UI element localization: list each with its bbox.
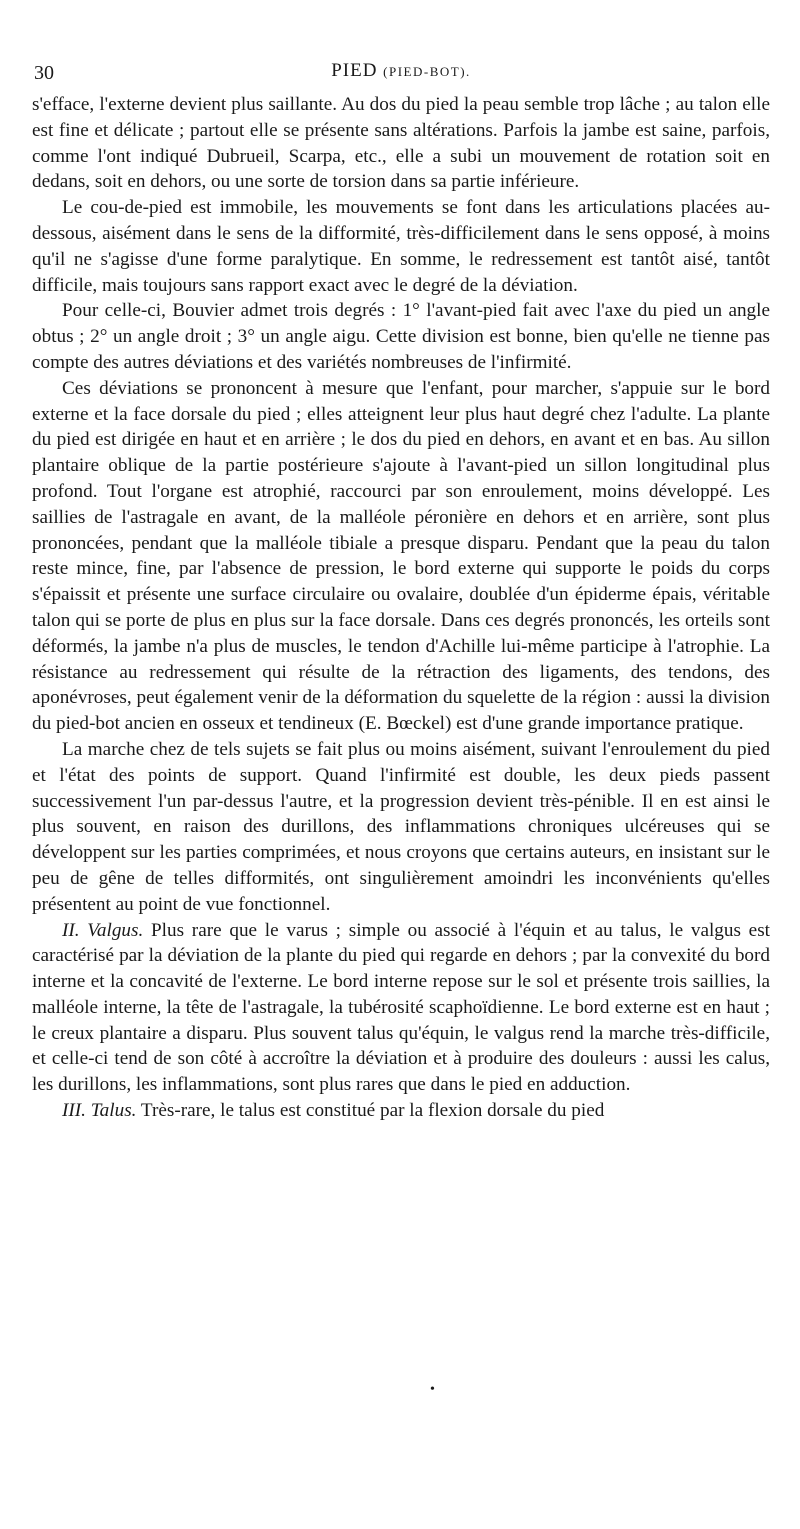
section-text-valgus: Plus rare que le varus ; simple ou associé à l'équin et au talus, le valgus est caractérisé par la déviation de la plante du pied qui regarde en dehors ; par la convexité du bord interne et la concavité de l'externe. Le bord interne repose sur le sol et présente trois saillies, la malléole interne, la tête de l'astragale, la tubérosité scaphoïdienne. Le bord externe est en haut ; le creux plantaire a disparu. Plus souvent talus qu'équin, le valgus rend la marche très-difficile, et celle-ci tend de son côté à accroître la déviation et à produire des douleurs : aussi les calus, les durillons, les inflammations, sont plus rares que dans le pied en adduction. <box>32 919 770 1096</box>
paragraph-gait: La marche chez de tels sujets se fait plus ou moins aisément, suivant l'enroulement du pied et l'état des points de support. Quand l'infirmité est double, les deux pieds passent successivement l'un par-dessus l'autre, et la progression devient très-pénible. Il en est ainsi le plus souvent, en raison des durillons, des inflammations chroniques ulcéreuses qui se développent sur les parties comprimées, et nous croyons que certains auteurs, en insistant sur le peu de gêne de telles difformités, ont singulièrement amoindri les inconvénients qu'elles présentent au point de vue fonctionnel. <box>32 738 770 915</box>
section-text-talus: Très-rare, le talus est constitué par la flexion dorsale du pied <box>140 1100 605 1122</box>
paragraph-cou-de-pied: Le cou-de-pied est immobile, les mouvements se font dans les articulations placées au-dessous, aisément dans le sens de la difformité, très-difficilement dans le sens opposé, à moins qu'il ne s'agisse d'une forme paralytique. En somme, le redressement est tantôt aisé, tantôt difficile, mais toujours sans rapport exact avec le degré de la déviation. <box>32 197 770 296</box>
section-label-talus: III. Talus. <box>62 1100 137 1122</box>
document-page <box>32 58 770 1124</box>
paragraph-talus <box>32 1098 770 1124</box>
running-head <box>32 58 770 92</box>
paragraph-bouvier-degrees: Pour celle-ci, Bouvier admet trois degrés : 1° l'avant-pied fait avec l'axe du pied un angle obtus ; 2° un angle droit ; 3° un angle aigu. Cette division est bonne, bien qu'elle ne tienne pas compte des autres déviations et des variétés nombreuses de l'infirmité. <box>32 300 770 373</box>
section-label-valgus: II. Valgus. <box>62 919 144 941</box>
running-title <box>32 60 770 82</box>
body-text <box>32 92 770 1124</box>
paragraph-deviations: Ces déviations se prononcent à mesure que l'enfant, pour marcher, s'appuie sur le bord externe et la face dorsale du pied ; elles atteignent leur plus haut degré chez l'adulte. La plante du pied est dirigée en haut et en arrière ; le dos du pied en dehors, en avant et en bas. Au sillon plantaire oblique de la partie postérieure s'ajoute à l'avant-pied un sillon longitudinal plus profond. Tout l'organe est atrophié, raccourci par son enroulement, moins développé. Les saillies de l'astragale en avant, de la malléole péronière en dehors et en arrière, sont plus prononcées, pendant que la malléole tibiale a presque disparu. Pendant que la peau du talon reste mince, fine, par l'absence de pression, le bord externe qui supporte le poids du corps s'épaissit et présente une surface circulaire ou ovalaire, doublée d'un épiderme épais, véritable talon qui se porte de plus en plus sur la face dorsale. Dans ces degrés prononcés, les orteils sont déformés, la jambe n'a plus de muscles, le tendon d'Achille lui-même participe à l'atrophie. La résistance au redressement qui résulte de la rétraction des ligaments, des tendons, des aponévroses, peut également venir de la déformation du squelette de la région : aussi la division du pied-bot ancien en osseux et tendineux (E. Bœckel) est d'une grande importance pratique. <box>32 377 770 735</box>
running-title-sub: (PIED-BOT). <box>383 64 471 79</box>
running-title-main: PIED <box>331 60 378 81</box>
footer-mark: • <box>430 1382 435 1397</box>
page-number: 30 <box>34 62 54 84</box>
paragraph-continuation: s'efface, l'externe devient plus saillante. Au dos du pied la peau semble trop lâche ; au talon elle est fine et délicate ; partout elle se présente sans altérations. Parfois la jambe est saine, parfois, comme l'ont indiqué Dubrueil, Scarpa, etc., elle a subi un mouvement de rotation soit en dedans, soit en dehors, ou une sorte de torsion dans sa partie inférieure. <box>32 94 770 193</box>
paragraph-valgus <box>32 918 770 1099</box>
